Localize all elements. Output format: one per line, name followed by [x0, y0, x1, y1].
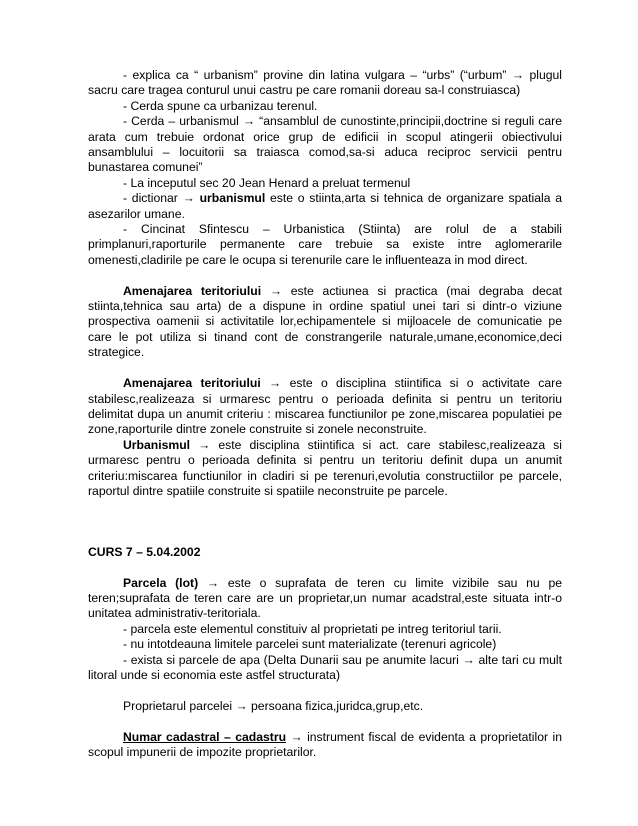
arrow-icon: →	[290, 729, 303, 744]
arrow-icon: →	[235, 698, 248, 713]
bullet-sfintescu: - Cincinat Sfintescu – Urbanistica (Stiinta) are rolul de a stabili primplanuri,raporturile permanente care trebuie sa existe intre aglomerarile omenesti,cladirile pe care le ocupa si terenurile care le influenteaza in mod direct.	[88, 222, 562, 267]
text: plugul sacru care tragea conturul unui castru pe care romanii doreau sa-l construiasca)	[88, 68, 562, 98]
text: este o disciplina stiintifica si o activitate care stabilesc,realizeaza si urmaresc pentru o perioada definita si pentru un teritoriu delimitat dupa un anumit criteriu : miscarea functiunilor pe zone,miscarea populatiei pe zone,raporturile dintre zonele construite si zonele neconstruite.	[88, 376, 562, 437]
term-urbanismul: Urbanismul	[123, 437, 191, 452]
paragraph-parcela	[88, 576, 562, 622]
document-page	[88, 68, 562, 760]
spacer	[88, 560, 562, 575]
spacer	[88, 499, 562, 529]
arrow-icon: →	[198, 437, 211, 452]
term-amenajarea: Amenajarea teritoriului	[123, 376, 261, 391]
text: - exista si parcele de apa (Delta Dunarii sau pe anumite lacuri	[123, 652, 463, 667]
bullet-parcela-apa	[88, 653, 562, 684]
spacer	[88, 268, 562, 283]
text: este actiunea si practica (mai degraba decat stiinta,tehnica sau arta) de a dispune in ordine spatiul unei tari si dintr-o viziune prospectiva oamenii si activitatile lor,echipamentele si mijloacele de comunicatie pe care le pot utiliza si tinand cont de constrangerile naturale,umane,economice,deci strategice.	[88, 283, 563, 360]
arrow-icon: →	[242, 114, 256, 129]
paragraph-amenajare-1	[88, 284, 562, 361]
arrow-icon: →	[511, 68, 525, 82]
text: persoana fizica,juridca,grup,etc.	[247, 698, 424, 713]
spacer	[88, 683, 562, 698]
text: instrument fiscal de evidenta a proprietatilor in scopul impunerii de impozite proprietarilor.	[88, 729, 562, 759]
text: este o suprafata de teren cu limite vizibile sau nu pe teren;suprafata de teren care are un proprietar,un numar acadstral,este situata intr-o unitatea administrativ-teritoriala.	[88, 575, 563, 621]
paragraph-proprietar	[88, 699, 562, 714]
bullet-parcela-limite: - nu intotdeauna limitele parcelei sunt materializate (terenuri agricole)	[123, 637, 497, 652]
spacer	[88, 529, 562, 544]
text: este o stiinta,arta si tehnica de organizare spatiala a asezarilor umane.	[88, 191, 563, 221]
spacer	[88, 361, 562, 376]
arrow-icon: →	[206, 575, 220, 590]
bullet-urbanism-etymology	[88, 68, 562, 99]
text: - explica ca “ urbanism” provine din latina vulgara – “urbs” (“urbum”	[123, 68, 512, 82]
bullet-dictionary	[88, 191, 562, 222]
text: - Cerda – urbanismul	[123, 114, 243, 129]
spacer	[88, 714, 562, 729]
arrow-icon: →	[182, 191, 195, 206]
text: - dictionar	[123, 191, 183, 206]
bullet-cerda: - Cerda spune ca urbanizau terenul.	[123, 98, 318, 113]
arrow-icon: →	[269, 283, 283, 298]
arrow-icon: →	[269, 376, 282, 391]
bullet-henard: - La inceputul sec 20 Jean Henard a preluat termenul	[123, 175, 411, 190]
term-parcela: Parcela (lot)	[123, 575, 199, 590]
paragraph-amenajare-2	[88, 376, 562, 438]
term-urbanismul: urbanismul	[199, 191, 266, 206]
term-amenajarea: Amenajarea teritoriului	[123, 283, 262, 298]
text: “ansamblul de cunostinte,principii,doctrine si reguli care arata cum trebuie ordonat orice grup de edificii in scopul atingerii obiectivului ansamblului – locuitorii sa traiasca comod,sa-si aduca reciproc servicii pentru bunastarea comunei”	[88, 114, 563, 175]
paragraph-urbanismul	[88, 438, 562, 500]
arrow-icon: →	[462, 652, 475, 667]
text: este disciplina stiintifica si act. care stabilesc,realizeaza si urmaresc pentru o perioada definita si pentru un teritoriu definit dupa un anumit criteriu:miscarea functiunilor in cladiri si pe terenuri,evolutia constructiilor pe parcele, raportul dintre spatiile construite si spatiile neconstruite pe parcele.	[88, 437, 562, 498]
text: alte tari cu mult litoral unde si economia este astfel structurata)	[88, 652, 562, 682]
bullet-cerda-definition	[88, 114, 562, 176]
paragraph-cadastru	[88, 730, 562, 761]
bullet-parcela-element: - parcela este elementul constituiv al proprietati pe intreg teritoriul tarii.	[123, 621, 502, 636]
text: Proprietarul parcelei	[123, 698, 236, 713]
section-heading: CURS 7 – 5.04.2002	[88, 544, 201, 559]
term-cadastru: Numar cadastral – cadastru	[123, 729, 287, 744]
